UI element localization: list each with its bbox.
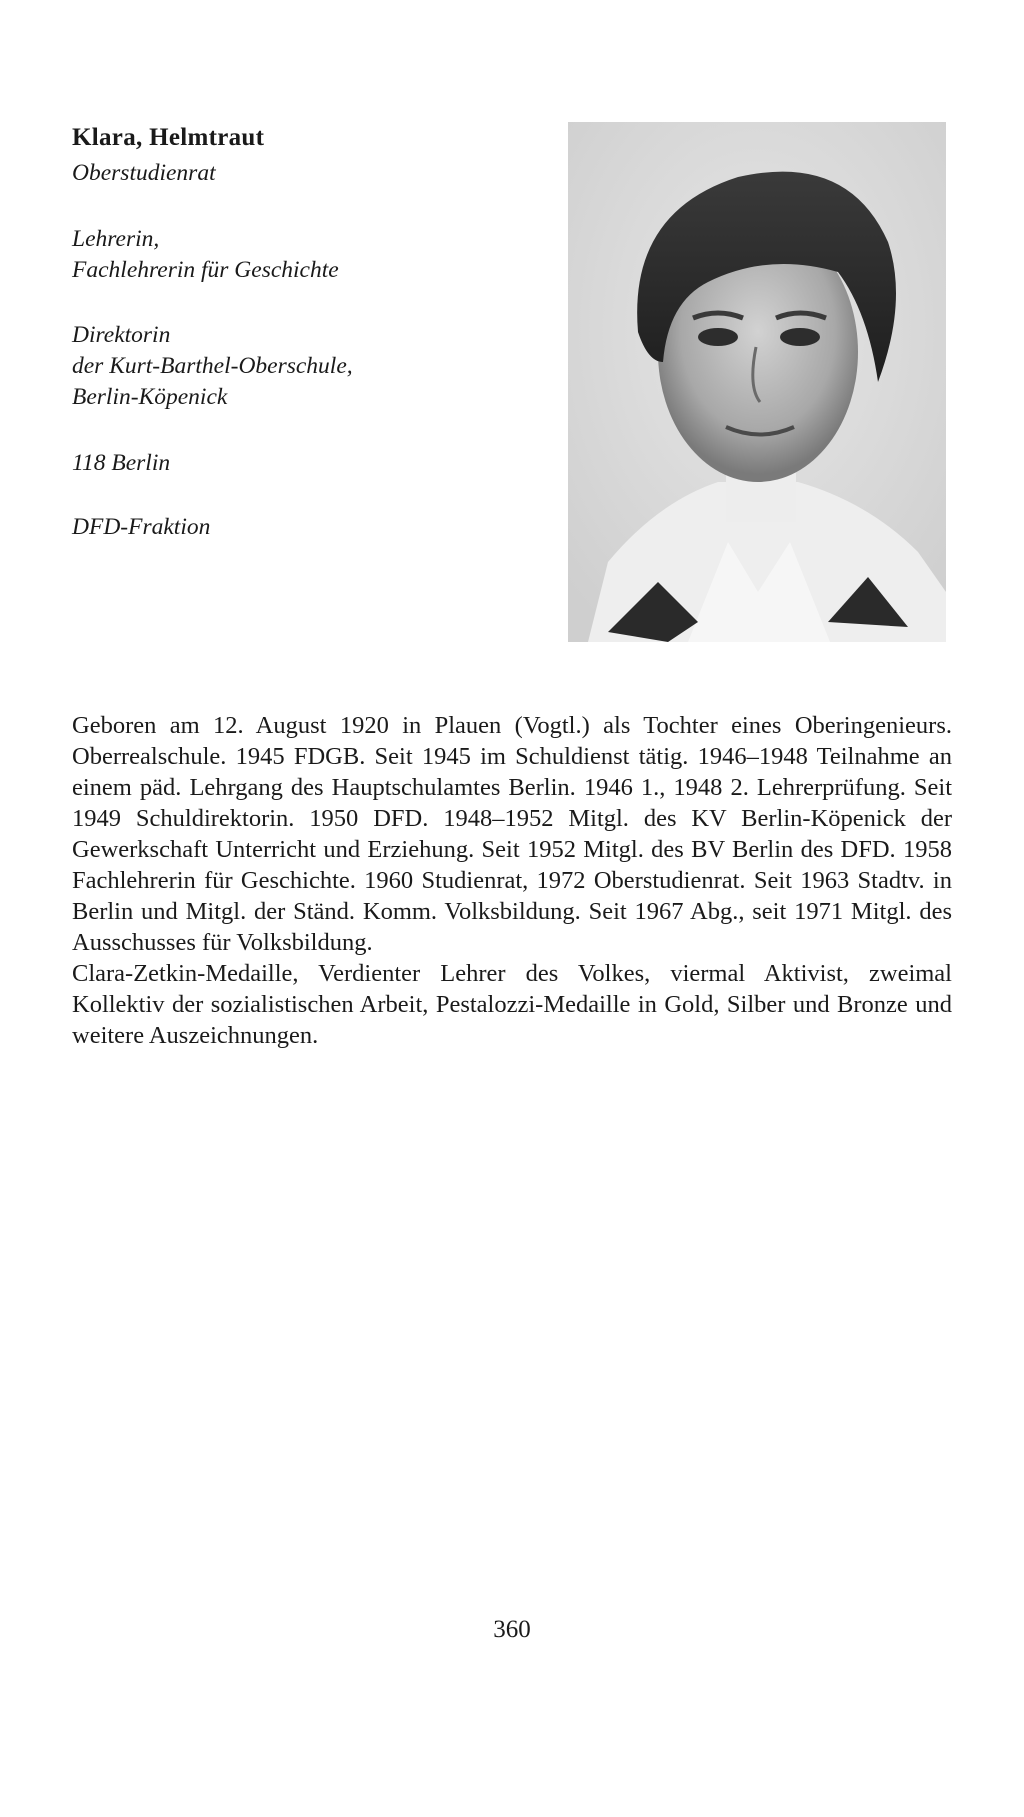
biography-paragraph-2: Clara-Zetkin-Medaille, Verdienter Lehrer des Volkes, viermal Aktivist, zweimal Kollektiv der sozialistischen Arbeit, Pestalozzi-Medaille in Gold, Silber und Bronze und weitere Auszeichnungen. — [72, 960, 952, 1049]
position-block — [72, 320, 353, 413]
faction-block — [72, 512, 210, 543]
occupation-line-2: Fachlehrerin für Geschichte — [72, 257, 339, 283]
page-number: 360 — [493, 1616, 531, 1643]
portrait-photo — [568, 122, 946, 642]
position-line-2: der Kurt-Barthel-Oberschule, — [72, 353, 353, 379]
biography — [72, 710, 952, 1051]
person-name: Klara, Helmtraut — [72, 124, 265, 151]
portrait-illustration — [568, 122, 946, 642]
position-line-1: Direktorin — [72, 322, 171, 348]
location-block — [72, 448, 170, 479]
person-title: Oberstudienrat — [72, 160, 216, 186]
occupation-line-1: Lehrerin, — [72, 226, 160, 252]
person-title-block — [72, 158, 216, 189]
faction: DFD-Fraktion — [72, 514, 211, 540]
biography-paragraph-1: Geboren am 12. August 1920 in Plauen (Vogtl.) als Tochter eines Oberingenieurs. Oberrealschule. 1945 FDGB. Seit 1945 im Schuldienst tätig. 1946–1948 Teilnahme an einem päd. Lehrgang des Hauptschulamtes Berlin. 1946 1., 1948 2. Lehrerprüfung. Seit 1949 Schuldirektorin. 1950 DFD. 1948–1952 Mitgl. des KV Berlin-Köpenick der Gewerkschaft Unterricht und Erziehung. Seit 1952 Mitgl. des BV Berlin des DFD. 1958 Fachlehrerin für Geschichte. 1960 Studienrat, 1972 Oberstudienrat. Seit 1963 Stadtv. in Berlin und Mitgl. der Ständ. Komm. Volksbildung. Seit 1967 Abg., seit 1971 Mitgl. des Ausschusses für Volksbildung. — [72, 712, 952, 956]
occupation-block — [72, 224, 339, 286]
position-line-3: Berlin-Köpenick — [72, 384, 228, 410]
location: 118 Berlin — [72, 450, 171, 476]
